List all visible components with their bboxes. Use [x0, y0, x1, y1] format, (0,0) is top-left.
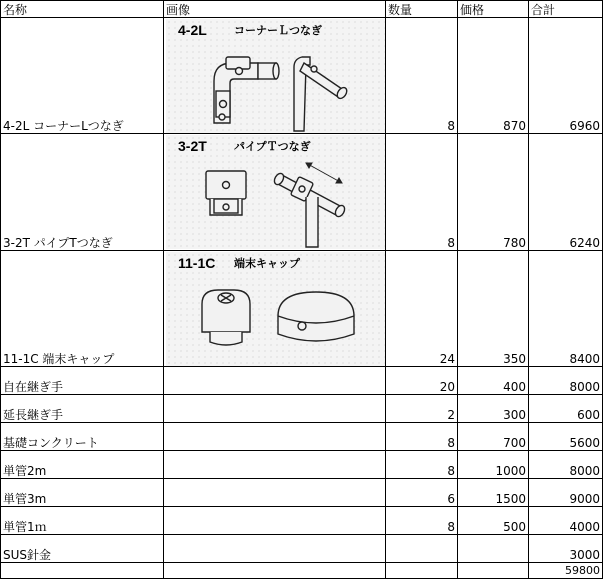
cell-name[interactable]: 単管3m [1, 479, 164, 507]
cell-price[interactable]: 350 [458, 251, 529, 367]
cell-price[interactable]: 400 [458, 367, 529, 395]
product-label: パイプＴつなぎ [234, 140, 311, 153]
cell-total[interactable]: 8000 [529, 367, 603, 395]
table-row [1, 251, 603, 367]
header-price[interactable]: 価格 [458, 1, 529, 18]
header-qty[interactable]: 数量 [386, 1, 458, 18]
cell-price[interactable] [458, 535, 529, 563]
pipe-t-joint-icon [166, 135, 386, 249]
cell-qty[interactable]: 24 [386, 251, 458, 367]
product-label: コーナーＬつなぎ [234, 24, 322, 37]
cell-price[interactable] [458, 563, 529, 579]
product-image [166, 19, 386, 133]
table-row [1, 423, 603, 451]
product-image [166, 135, 386, 249]
cell-price[interactable]: 1000 [458, 451, 529, 479]
product-code: 11-1C [178, 255, 216, 271]
header-name[interactable]: 名称 [1, 1, 164, 18]
cell-name[interactable]: 単管2m [1, 451, 164, 479]
cell-image[interactable] [164, 563, 386, 579]
table-row [1, 479, 603, 507]
cell-name[interactable]: 3-2T パイプTつなぎ [1, 134, 164, 251]
cell-image[interactable] [164, 367, 386, 395]
cell-price[interactable]: 780 [458, 134, 529, 251]
cell-total[interactable]: 3000 [529, 535, 603, 563]
cell-total[interactable]: 6960 [529, 18, 603, 134]
product-code: 3-2T [178, 138, 207, 154]
cell-total[interactable]: 5600 [529, 423, 603, 451]
cell-name[interactable]: 4-2L コーナーLつなぎ [1, 18, 164, 134]
cell-qty[interactable]: 8 [386, 134, 458, 251]
table-row [1, 395, 603, 423]
grand-total-row [1, 563, 603, 579]
cell-qty[interactable]: 8 [386, 451, 458, 479]
cell-name[interactable]: 基礎コンクリート [1, 423, 164, 451]
cell-image[interactable] [164, 18, 386, 134]
cell-name[interactable]: 11-1C 端末キャップ [1, 251, 164, 367]
cell-name[interactable]: 自在継ぎ手 [1, 367, 164, 395]
header-total[interactable]: 合計 [529, 1, 603, 18]
product-image [166, 252, 386, 366]
grand-total-cell[interactable]: 59800 [529, 563, 603, 579]
cell-total[interactable]: 4000 [529, 507, 603, 535]
cell-name[interactable]: 単管1ｍ [1, 507, 164, 535]
table-row [1, 18, 603, 134]
cell-price[interactable]: 300 [458, 395, 529, 423]
cell-image[interactable] [164, 535, 386, 563]
cell-image[interactable] [164, 479, 386, 507]
cell-image[interactable] [164, 451, 386, 479]
table-row [1, 535, 603, 563]
cell-qty[interactable]: 8 [386, 423, 458, 451]
cell-total[interactable]: 8000 [529, 451, 603, 479]
header-image[interactable]: 画像 [164, 1, 386, 18]
end-cap-icon [166, 252, 386, 366]
cell-name[interactable] [1, 563, 164, 579]
cell-qty[interactable] [386, 535, 458, 563]
cell-qty[interactable]: 8 [386, 507, 458, 535]
cell-qty[interactable] [386, 563, 458, 579]
product-label: 端末キャップ [234, 257, 300, 270]
cell-qty[interactable]: 20 [386, 367, 458, 395]
cell-total[interactable]: 8400 [529, 251, 603, 367]
cell-image[interactable] [164, 395, 386, 423]
cell-name[interactable]: 延長継ぎ手 [1, 395, 164, 423]
corner-l-joint-icon [166, 19, 386, 133]
cell-qty[interactable]: 6 [386, 479, 458, 507]
header-row [1, 1, 603, 18]
cell-price[interactable]: 500 [458, 507, 529, 535]
cell-price[interactable]: 870 [458, 18, 529, 134]
cell-image[interactable] [164, 134, 386, 251]
cell-name[interactable]: SUS針金 [1, 535, 164, 563]
table-row [1, 134, 603, 251]
table-row [1, 507, 603, 535]
cell-image[interactable] [164, 423, 386, 451]
cell-price[interactable]: 700 [458, 423, 529, 451]
cell-total[interactable]: 9000 [529, 479, 603, 507]
cell-total[interactable]: 600 [529, 395, 603, 423]
product-code: 4-2L [178, 22, 207, 38]
cell-image[interactable] [164, 507, 386, 535]
table-row [1, 367, 603, 395]
cell-price[interactable]: 1500 [458, 479, 529, 507]
cell-image[interactable] [164, 251, 386, 367]
cell-qty[interactable]: 2 [386, 395, 458, 423]
cell-total[interactable]: 6240 [529, 134, 603, 251]
cell-qty[interactable]: 8 [386, 18, 458, 134]
table-row [1, 451, 603, 479]
